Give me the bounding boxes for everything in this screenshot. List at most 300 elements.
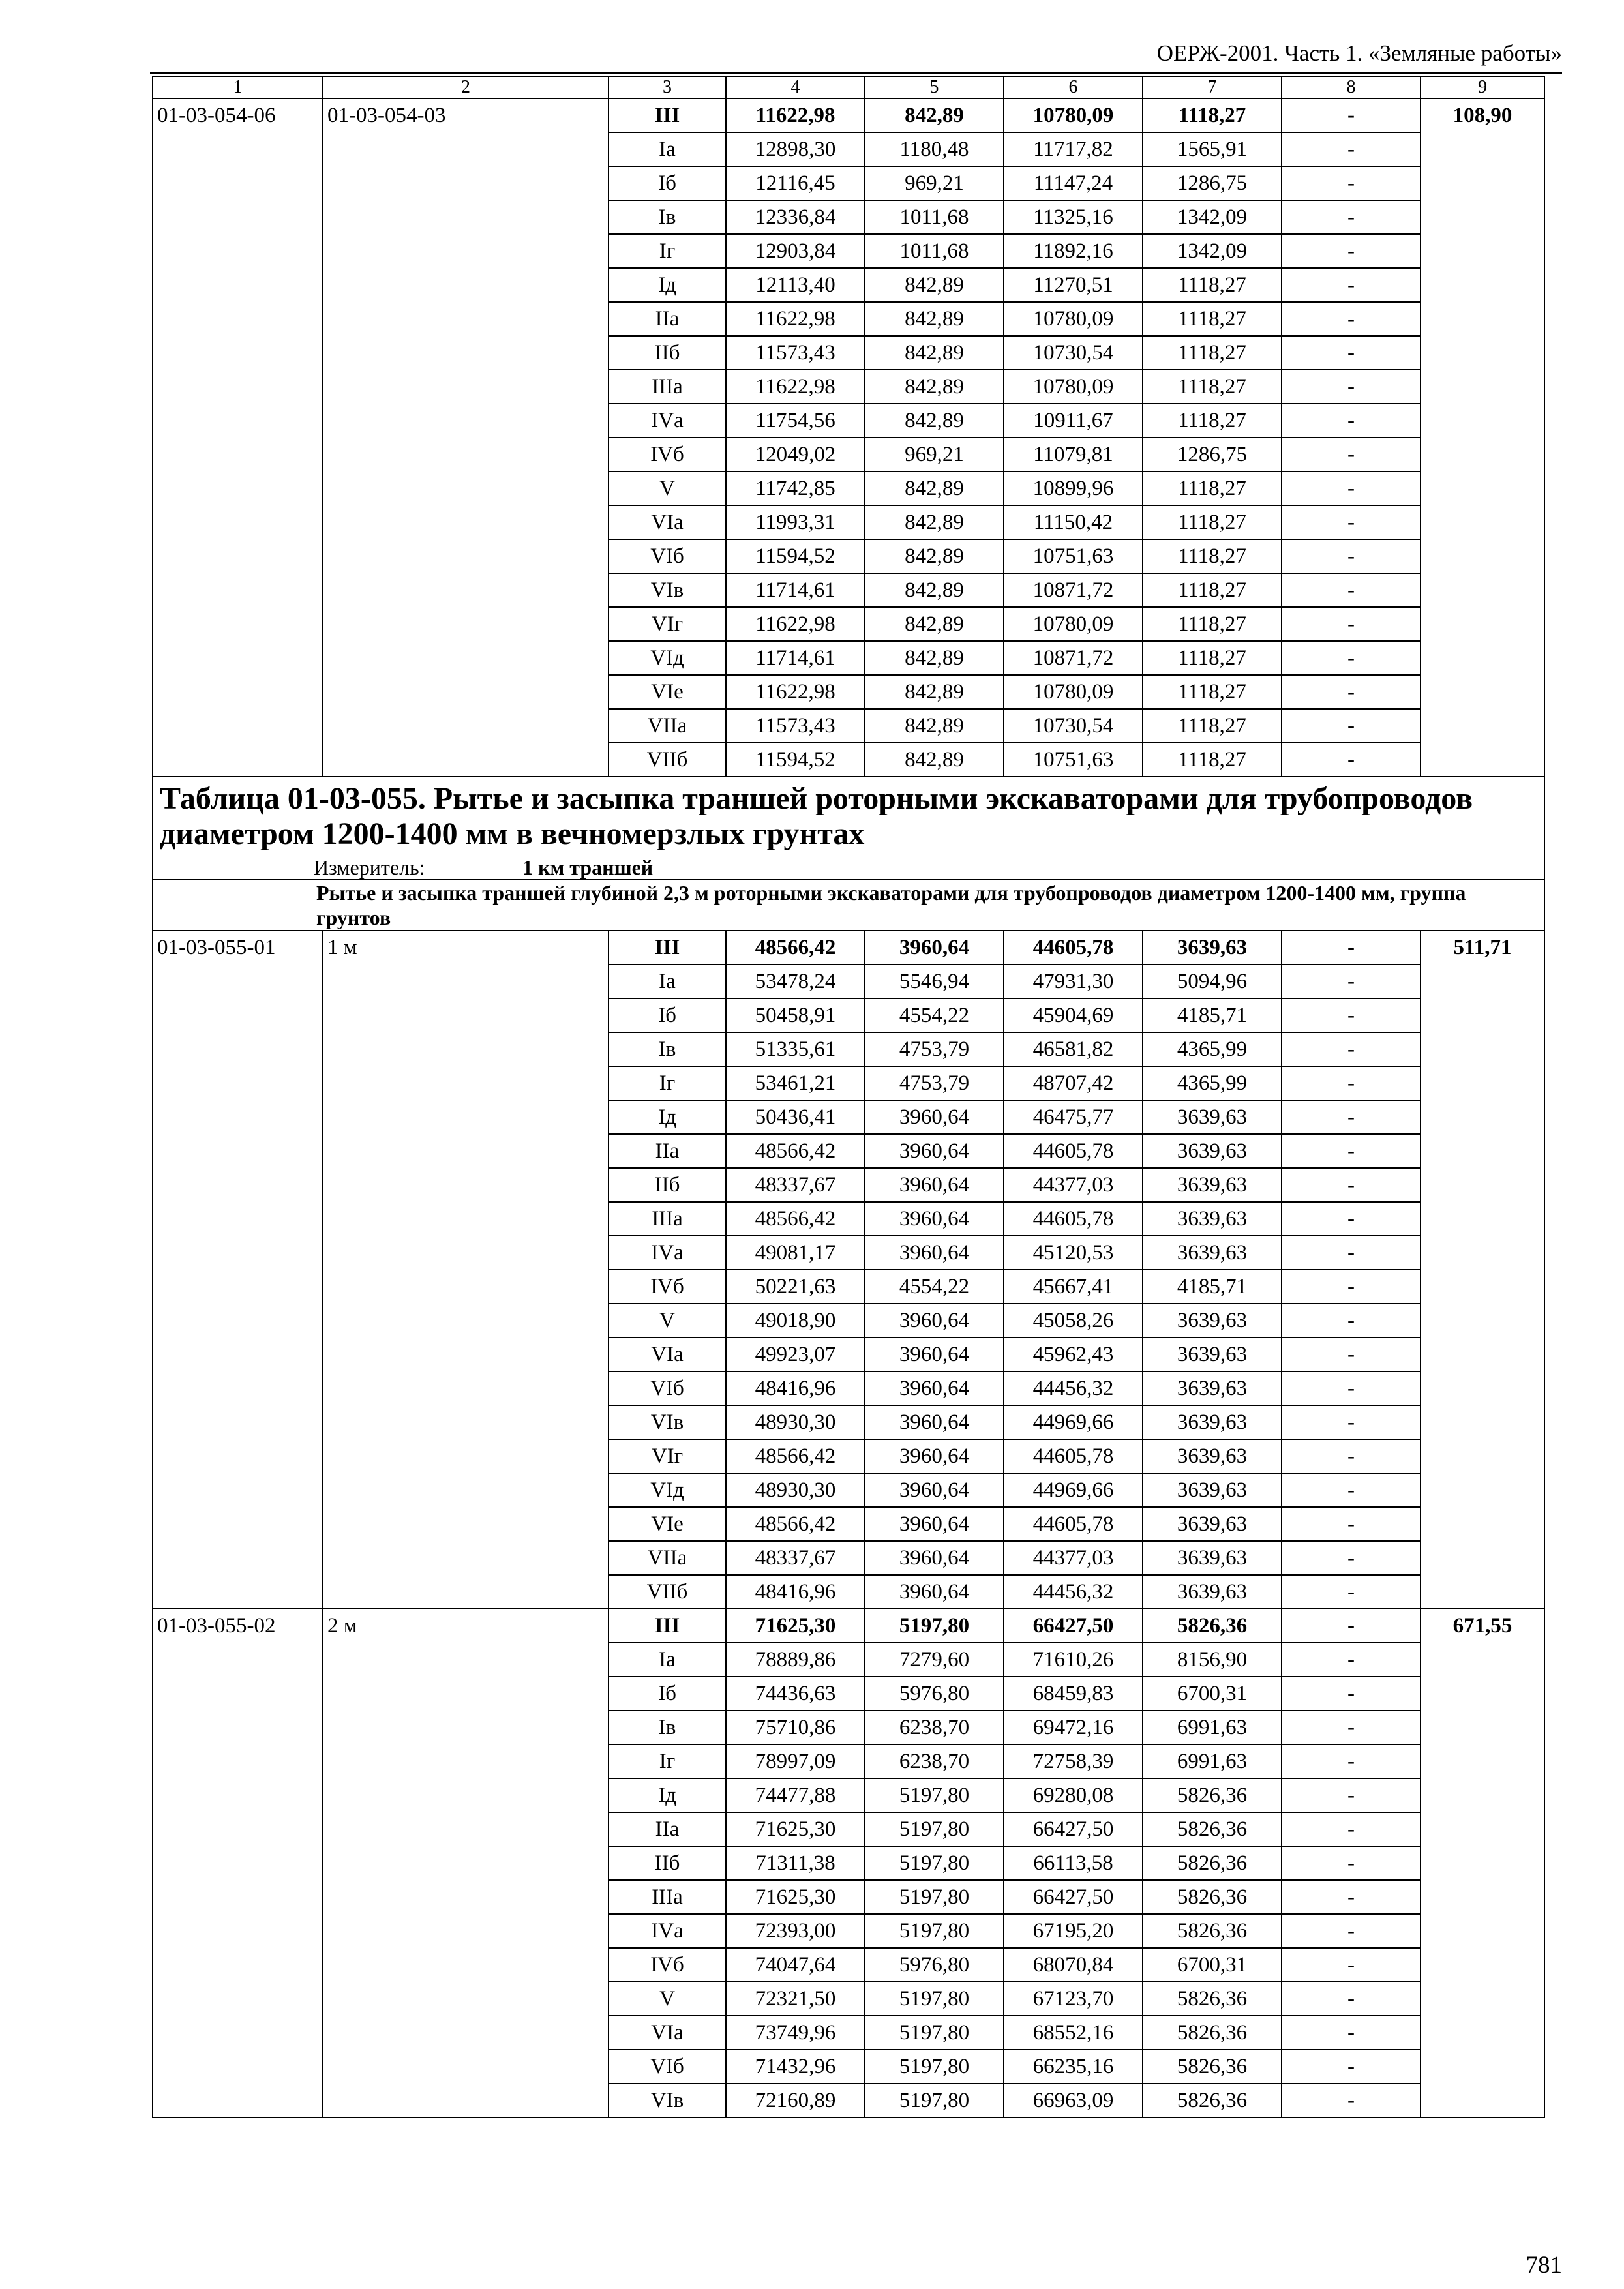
materials-cost: - xyxy=(1282,1507,1421,1541)
materials-cost: - xyxy=(1282,1168,1421,1202)
materials-cost: - xyxy=(1282,1677,1421,1711)
wages-cost: 3960,64 xyxy=(865,1507,1004,1541)
wages-cost: 4554,22 xyxy=(865,998,1004,1032)
total-cost: 11594,52 xyxy=(726,743,865,777)
total-cost: 11622,98 xyxy=(726,607,865,641)
soil-group: V xyxy=(609,1304,726,1338)
total-cost: 12116,45 xyxy=(726,166,865,200)
materials-cost: - xyxy=(1282,200,1421,234)
wages-cost: 3960,64 xyxy=(865,1236,1004,1270)
machine-cost: 11147,24 xyxy=(1004,166,1143,200)
wages-cost: 5197,80 xyxy=(865,1982,1004,2016)
soil-group: Iг xyxy=(609,1066,726,1100)
machine-cost: 11892,16 xyxy=(1004,234,1143,268)
machinist-wages: 5826,36 xyxy=(1143,2016,1282,2050)
materials-cost: - xyxy=(1282,268,1421,302)
soil-group: Iв xyxy=(609,200,726,234)
machinist-wages: 3639,63 xyxy=(1143,1100,1282,1134)
column-numbers-row xyxy=(153,76,1544,98)
machine-cost: 10751,63 xyxy=(1004,743,1143,777)
materials-cost: - xyxy=(1282,675,1421,709)
machine-cost: 46475,77 xyxy=(1004,1100,1143,1134)
soil-group: VIд xyxy=(609,641,726,675)
machine-cost: 10780,09 xyxy=(1004,98,1143,132)
machine-cost: 68459,83 xyxy=(1004,1677,1143,1711)
wages-cost: 5197,80 xyxy=(865,1812,1004,1846)
total-cost: 78889,86 xyxy=(726,1643,865,1677)
machine-cost: 68070,84 xyxy=(1004,1948,1143,1982)
wages-cost: 5197,80 xyxy=(865,1609,1004,1643)
machinist-wages: 3639,63 xyxy=(1143,1405,1282,1439)
machine-cost: 44377,03 xyxy=(1004,1541,1143,1575)
wages-cost: 5197,80 xyxy=(865,1880,1004,1914)
wages-cost: 5546,94 xyxy=(865,965,1004,998)
wages-cost: 842,89 xyxy=(865,98,1004,132)
table-row xyxy=(153,931,1544,965)
materials-cost: - xyxy=(1282,1202,1421,1236)
wages-cost: 842,89 xyxy=(865,675,1004,709)
wages-cost: 4753,79 xyxy=(865,1066,1004,1100)
total-cost: 48566,42 xyxy=(726,1439,865,1473)
total-cost: 12049,02 xyxy=(726,438,865,471)
materials-cost: - xyxy=(1282,1575,1421,1609)
soil-group: VIб xyxy=(609,1371,726,1405)
materials-cost: - xyxy=(1282,1405,1421,1439)
rate-name: 01-03-054-03 xyxy=(323,98,609,777)
soil-group: III xyxy=(609,1609,726,1643)
total-cost: 50458,91 xyxy=(726,998,865,1032)
machine-cost: 47931,30 xyxy=(1004,965,1143,998)
wages-cost: 5197,80 xyxy=(865,1778,1004,1812)
machinist-wages: 1118,27 xyxy=(1143,268,1282,302)
materials-cost: - xyxy=(1282,998,1421,1032)
machine-cost: 66113,58 xyxy=(1004,1846,1143,1880)
wages-cost: 842,89 xyxy=(865,607,1004,641)
total-cost: 49923,07 xyxy=(726,1338,865,1371)
machine-cost: 69472,16 xyxy=(1004,1711,1143,1744)
materials-cost: - xyxy=(1282,1812,1421,1846)
materials-cost: - xyxy=(1282,336,1421,370)
machine-cost: 45058,26 xyxy=(1004,1304,1143,1338)
machinist-wages: 1286,75 xyxy=(1143,166,1282,200)
machinist-wages: 5826,36 xyxy=(1143,2050,1282,2084)
materials-cost: - xyxy=(1282,1948,1421,1982)
column-number: 2 xyxy=(323,76,609,98)
total-cost: 53461,21 xyxy=(726,1066,865,1100)
materials-cost: - xyxy=(1282,1846,1421,1880)
machinist-wages: 5826,36 xyxy=(1143,1778,1282,1812)
machine-cost: 45667,41 xyxy=(1004,1270,1143,1304)
machine-cost: 44605,78 xyxy=(1004,1507,1143,1541)
total-cost: 74477,88 xyxy=(726,1778,865,1812)
total-cost: 11993,31 xyxy=(726,505,865,539)
total-cost: 48566,42 xyxy=(726,1134,865,1168)
machine-cost: 10899,96 xyxy=(1004,471,1143,505)
machinist-wages: 1118,27 xyxy=(1143,573,1282,607)
soil-group: VIе xyxy=(609,675,726,709)
column-number: 7 xyxy=(1143,76,1282,98)
measure-row xyxy=(153,856,1544,880)
wages-cost: 5976,80 xyxy=(865,1948,1004,1982)
soil-group: V xyxy=(609,471,726,505)
total-cost: 74047,64 xyxy=(726,1948,865,1982)
soil-group: VIд xyxy=(609,1473,726,1507)
machine-cost: 10780,09 xyxy=(1004,302,1143,336)
total-cost: 48416,96 xyxy=(726,1371,865,1405)
machinist-wages: 3639,63 xyxy=(1143,1168,1282,1202)
machine-cost: 44969,66 xyxy=(1004,1473,1143,1507)
machinist-wages: 1118,27 xyxy=(1143,675,1282,709)
materials-cost: - xyxy=(1282,1880,1421,1914)
total-cost: 11754,56 xyxy=(726,404,865,438)
soil-group: III xyxy=(609,931,726,965)
machine-cost: 11717,82 xyxy=(1004,132,1143,166)
machinist-wages: 3639,63 xyxy=(1143,1134,1282,1168)
machinist-wages: 3639,63 xyxy=(1143,1507,1282,1541)
machine-cost: 10871,72 xyxy=(1004,641,1143,675)
materials-cost: - xyxy=(1282,2050,1421,2084)
machinist-wages: 4365,99 xyxy=(1143,1032,1282,1066)
soil-group: VIIб xyxy=(609,743,726,777)
rate-code: 01-03-054-06 xyxy=(153,98,323,777)
materials-cost: - xyxy=(1282,1134,1421,1168)
wages-cost: 5976,80 xyxy=(865,1677,1004,1711)
wages-cost: 3960,64 xyxy=(865,931,1004,965)
materials-cost: - xyxy=(1282,505,1421,539)
machinist-wages: 5826,36 xyxy=(1143,2084,1282,2117)
wages-cost: 7279,60 xyxy=(865,1643,1004,1677)
measure-cell xyxy=(153,856,1544,880)
measure-label: Измеритель: xyxy=(314,856,425,879)
materials-cost: - xyxy=(1282,1744,1421,1778)
machinist-wages: 1286,75 xyxy=(1143,438,1282,471)
wages-cost: 842,89 xyxy=(865,471,1004,505)
soil-group: IIб xyxy=(609,1846,726,1880)
wages-cost: 969,21 xyxy=(865,438,1004,471)
machinist-wages: 3639,63 xyxy=(1143,1541,1282,1575)
machinist-wages: 1342,09 xyxy=(1143,234,1282,268)
materials-cost: - xyxy=(1282,709,1421,743)
wages-cost: 842,89 xyxy=(865,743,1004,777)
total-cost: 48337,67 xyxy=(726,1168,865,1202)
wages-cost: 1011,68 xyxy=(865,200,1004,234)
total-cost: 53478,24 xyxy=(726,965,865,998)
wages-cost: 842,89 xyxy=(865,539,1004,573)
soil-group: IVа xyxy=(609,1236,726,1270)
materials-cost: - xyxy=(1282,573,1421,607)
materials-cost: - xyxy=(1282,641,1421,675)
soil-group: VIIа xyxy=(609,1541,726,1575)
machinist-wages: 1118,27 xyxy=(1143,98,1282,132)
wages-cost: 3960,64 xyxy=(865,1100,1004,1134)
machine-cost: 44605,78 xyxy=(1004,931,1143,965)
materials-cost: - xyxy=(1282,607,1421,641)
machinist-wages: 5094,96 xyxy=(1143,965,1282,998)
total-cost: 12903,84 xyxy=(726,234,865,268)
machinist-wages: 1342,09 xyxy=(1143,200,1282,234)
labor-total: 671,55 xyxy=(1421,1609,1544,2117)
soil-group: IIа xyxy=(609,1812,726,1846)
machinist-wages: 1118,27 xyxy=(1143,641,1282,675)
machinist-wages: 4365,99 xyxy=(1143,1066,1282,1100)
soil-group: VIв xyxy=(609,1405,726,1439)
wages-cost: 3960,64 xyxy=(865,1134,1004,1168)
machinist-wages: 1118,27 xyxy=(1143,336,1282,370)
column-number: 6 xyxy=(1004,76,1143,98)
materials-cost: - xyxy=(1282,1982,1421,2016)
machinist-wages: 1565,91 xyxy=(1143,132,1282,166)
machine-cost: 44605,78 xyxy=(1004,1202,1143,1236)
soil-group: VIв xyxy=(609,2084,726,2117)
machinist-wages: 1118,27 xyxy=(1143,302,1282,336)
soil-group: Iд xyxy=(609,1100,726,1134)
materials-cost: - xyxy=(1282,1066,1421,1100)
total-cost: 49018,90 xyxy=(726,1304,865,1338)
labor-total: 108,90 xyxy=(1421,98,1544,777)
machinist-wages: 4185,71 xyxy=(1143,998,1282,1032)
machine-cost: 67195,20 xyxy=(1004,1914,1143,1948)
total-cost: 71625,30 xyxy=(726,1880,865,1914)
total-cost: 12336,84 xyxy=(726,200,865,234)
machine-cost: 72758,39 xyxy=(1004,1744,1143,1778)
wages-cost: 4554,22 xyxy=(865,1270,1004,1304)
materials-cost: - xyxy=(1282,302,1421,336)
wages-cost: 842,89 xyxy=(865,404,1004,438)
work-description: Рытье и засыпка траншей глубиной 2,3 м роторными экскаваторами для трубопроводов диаметром 1200-1400 мм, группа грунтов xyxy=(153,880,1544,931)
machine-cost: 11270,51 xyxy=(1004,268,1143,302)
wages-cost: 3960,64 xyxy=(865,1202,1004,1236)
machinist-wages: 3639,63 xyxy=(1143,1236,1282,1270)
machinist-wages: 8156,90 xyxy=(1143,1643,1282,1677)
machine-cost: 46581,82 xyxy=(1004,1032,1143,1066)
machine-cost: 11150,42 xyxy=(1004,505,1143,539)
soil-group: Iв xyxy=(609,1032,726,1066)
machinist-wages: 6991,63 xyxy=(1143,1744,1282,1778)
soil-group: VIг xyxy=(609,607,726,641)
machinist-wages: 5826,36 xyxy=(1143,1609,1282,1643)
total-cost: 78997,09 xyxy=(726,1744,865,1778)
wages-cost: 842,89 xyxy=(865,641,1004,675)
soil-group: Iа xyxy=(609,132,726,166)
total-cost: 72321,50 xyxy=(726,1982,865,2016)
materials-cost: - xyxy=(1282,1914,1421,1948)
wages-cost: 842,89 xyxy=(865,336,1004,370)
wages-cost: 5197,80 xyxy=(865,1846,1004,1880)
wages-cost: 3960,64 xyxy=(865,1168,1004,1202)
soil-group: Iг xyxy=(609,234,726,268)
machinist-wages: 6991,63 xyxy=(1143,1711,1282,1744)
materials-cost: - xyxy=(1282,2016,1421,2050)
materials-cost: - xyxy=(1282,2084,1421,2117)
machine-cost: 66427,50 xyxy=(1004,1880,1143,1914)
page-number: 781 xyxy=(1526,2252,1562,2279)
soil-group: VIб xyxy=(609,2050,726,2084)
wages-cost: 842,89 xyxy=(865,370,1004,404)
machinist-wages: 1118,27 xyxy=(1143,370,1282,404)
soil-group: IIIа xyxy=(609,1202,726,1236)
total-cost: 50221,63 xyxy=(726,1270,865,1304)
materials-cost: - xyxy=(1282,965,1421,998)
soil-group: Iа xyxy=(609,1643,726,1677)
materials-cost: - xyxy=(1282,98,1421,132)
total-cost: 11573,43 xyxy=(726,709,865,743)
total-cost: 48416,96 xyxy=(726,1575,865,1609)
soil-group: IIб xyxy=(609,1168,726,1202)
wages-cost: 842,89 xyxy=(865,302,1004,336)
machine-cost: 44377,03 xyxy=(1004,1168,1143,1202)
table-row xyxy=(153,98,1544,132)
total-cost: 12898,30 xyxy=(726,132,865,166)
machine-cost: 10871,72 xyxy=(1004,573,1143,607)
materials-cost: - xyxy=(1282,1338,1421,1371)
machine-cost: 45904,69 xyxy=(1004,998,1143,1032)
wages-cost: 3960,64 xyxy=(865,1405,1004,1439)
total-cost: 11573,43 xyxy=(726,336,865,370)
wages-cost: 969,21 xyxy=(865,166,1004,200)
soil-group: VIе xyxy=(609,1507,726,1541)
total-cost: 73749,96 xyxy=(726,2016,865,2050)
materials-cost: - xyxy=(1282,1032,1421,1066)
materials-cost: - xyxy=(1282,539,1421,573)
machinist-wages: 1118,27 xyxy=(1143,404,1282,438)
materials-cost: - xyxy=(1282,1643,1421,1677)
materials-cost: - xyxy=(1282,438,1421,471)
rate-name: 1 м xyxy=(323,931,609,1609)
total-cost: 48337,67 xyxy=(726,1541,865,1575)
total-cost: 49081,17 xyxy=(726,1236,865,1270)
wages-cost: 1011,68 xyxy=(865,234,1004,268)
wages-cost: 6238,70 xyxy=(865,1711,1004,1744)
measure-value: 1 км траншей xyxy=(522,856,654,879)
machine-cost: 71610,26 xyxy=(1004,1643,1143,1677)
document-title: ОЕРЖ-2001. Часть 1. «Земляные работы» xyxy=(1156,40,1562,66)
materials-cost: - xyxy=(1282,1270,1421,1304)
table-row xyxy=(153,1609,1544,1643)
machinist-wages: 1118,27 xyxy=(1143,505,1282,539)
column-number: 3 xyxy=(609,76,726,98)
soil-group: IVб xyxy=(609,1270,726,1304)
machinist-wages: 3639,63 xyxy=(1143,1473,1282,1507)
machine-cost: 10911,67 xyxy=(1004,404,1143,438)
machine-cost: 69280,08 xyxy=(1004,1778,1143,1812)
soil-group: IVб xyxy=(609,1948,726,1982)
materials-cost: - xyxy=(1282,234,1421,268)
soil-group: VIа xyxy=(609,2016,726,2050)
column-number: 5 xyxy=(865,76,1004,98)
rates-table xyxy=(152,76,1545,2118)
machinist-wages: 1118,27 xyxy=(1143,539,1282,573)
column-number: 4 xyxy=(726,76,865,98)
wages-cost: 3960,64 xyxy=(865,1541,1004,1575)
soil-group: VIа xyxy=(609,1338,726,1371)
wages-cost: 4753,79 xyxy=(865,1032,1004,1066)
soil-group: IIа xyxy=(609,1134,726,1168)
materials-cost: - xyxy=(1282,1371,1421,1405)
soil-group: IIIа xyxy=(609,370,726,404)
soil-group: Iа xyxy=(609,965,726,998)
total-cost: 11714,61 xyxy=(726,573,865,607)
machinist-wages: 6700,31 xyxy=(1143,1677,1282,1711)
total-cost: 11622,98 xyxy=(726,675,865,709)
machinist-wages: 5826,36 xyxy=(1143,1846,1282,1880)
machine-cost: 10730,54 xyxy=(1004,336,1143,370)
soil-group: Iг xyxy=(609,1744,726,1778)
materials-cost: - xyxy=(1282,1711,1421,1744)
machine-cost: 45120,53 xyxy=(1004,1236,1143,1270)
machine-cost: 10780,09 xyxy=(1004,370,1143,404)
machine-cost: 10751,63 xyxy=(1004,539,1143,573)
machinist-wages: 1118,27 xyxy=(1143,743,1282,777)
soil-group: Iд xyxy=(609,1778,726,1812)
total-cost: 48930,30 xyxy=(726,1473,865,1507)
machine-cost: 10730,54 xyxy=(1004,709,1143,743)
wages-cost: 3960,64 xyxy=(865,1439,1004,1473)
soil-group: VIг xyxy=(609,1439,726,1473)
materials-cost: - xyxy=(1282,404,1421,438)
soil-group: V xyxy=(609,1982,726,2016)
machine-cost: 10780,09 xyxy=(1004,607,1143,641)
soil-group: IVа xyxy=(609,1914,726,1948)
page-header xyxy=(150,39,1562,74)
machinist-wages: 1118,27 xyxy=(1143,471,1282,505)
machine-cost: 66963,09 xyxy=(1004,2084,1143,2117)
machinist-wages: 3639,63 xyxy=(1143,1439,1282,1473)
machinist-wages: 3639,63 xyxy=(1143,1575,1282,1609)
machinist-wages: 5826,36 xyxy=(1143,1880,1282,1914)
materials-cost: - xyxy=(1282,743,1421,777)
total-cost: 11594,52 xyxy=(726,539,865,573)
total-cost: 48930,30 xyxy=(726,1405,865,1439)
wages-cost: 3960,64 xyxy=(865,1575,1004,1609)
machine-cost: 66235,16 xyxy=(1004,2050,1143,2084)
machinist-wages: 3639,63 xyxy=(1143,1202,1282,1236)
wages-cost: 842,89 xyxy=(865,268,1004,302)
wages-cost: 3960,64 xyxy=(865,1473,1004,1507)
soil-group: Iб xyxy=(609,1677,726,1711)
machine-cost: 45962,43 xyxy=(1004,1338,1143,1371)
machinist-wages: 3639,63 xyxy=(1143,1338,1282,1371)
total-cost: 48566,42 xyxy=(726,1202,865,1236)
total-cost: 71625,30 xyxy=(726,1812,865,1846)
wages-cost: 5197,80 xyxy=(865,2016,1004,2050)
soil-group: VIIа xyxy=(609,709,726,743)
column-number: 1 xyxy=(153,76,323,98)
materials-cost: - xyxy=(1282,166,1421,200)
wages-cost: 5197,80 xyxy=(865,1914,1004,1948)
materials-cost: - xyxy=(1282,1304,1421,1338)
machine-cost: 11325,16 xyxy=(1004,200,1143,234)
machine-cost: 68552,16 xyxy=(1004,2016,1143,2050)
table-title-row xyxy=(153,777,1544,856)
machine-cost: 48707,42 xyxy=(1004,1066,1143,1100)
machine-cost: 44605,78 xyxy=(1004,1439,1143,1473)
materials-cost: - xyxy=(1282,471,1421,505)
total-cost: 72393,00 xyxy=(726,1914,865,1948)
machinist-wages: 6700,31 xyxy=(1143,1948,1282,1982)
total-cost: 51335,61 xyxy=(726,1032,865,1066)
labor-total: 511,71 xyxy=(1421,931,1544,1609)
machine-cost: 10780,09 xyxy=(1004,675,1143,709)
soil-group: Iв xyxy=(609,1711,726,1744)
materials-cost: - xyxy=(1282,1778,1421,1812)
soil-group: III xyxy=(609,98,726,132)
column-number: 9 xyxy=(1421,76,1544,98)
rate-code: 01-03-055-01 xyxy=(153,931,323,1609)
column-number: 8 xyxy=(1282,76,1421,98)
wages-cost: 842,89 xyxy=(865,573,1004,607)
total-cost: 71432,96 xyxy=(726,2050,865,2084)
machine-cost: 11079,81 xyxy=(1004,438,1143,471)
